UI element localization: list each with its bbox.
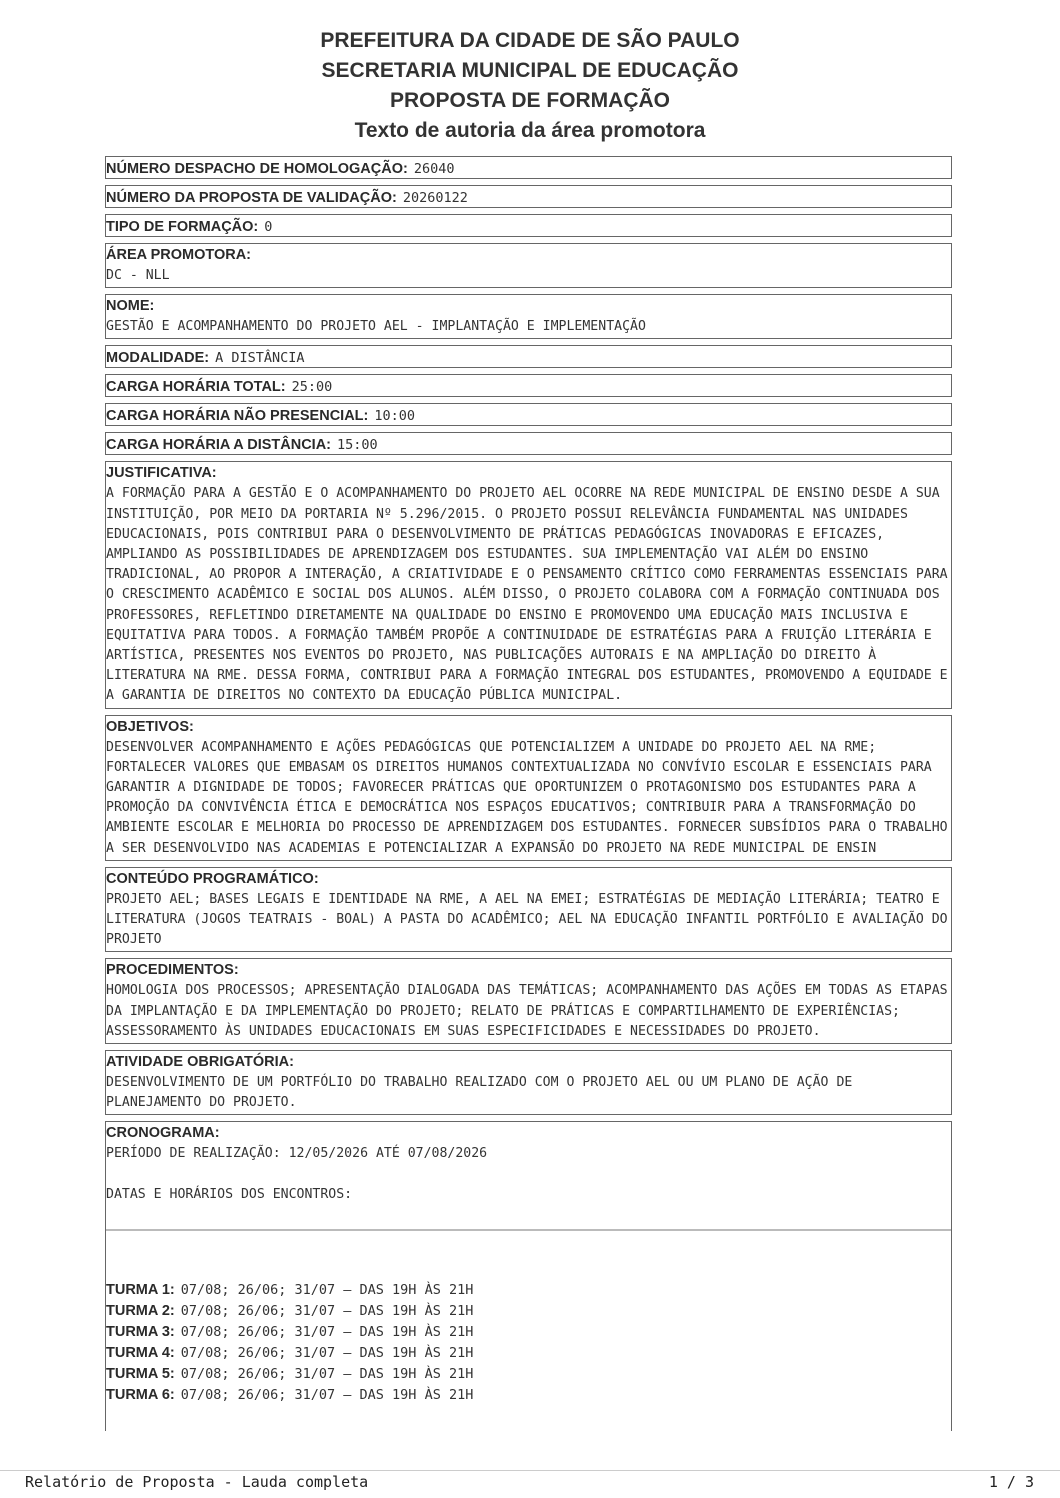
- page-number: 1 / 3: [988, 1473, 1034, 1491]
- divider: [106, 1229, 951, 1231]
- turma-row: [106, 1342, 951, 1363]
- cronograma-label: CRONOGRAMA:: [106, 1125, 220, 1142]
- field-carga-nao-presencial: [105, 403, 952, 426]
- field-objetivos: [105, 715, 956, 861]
- turma-row: [106, 1363, 951, 1384]
- tipo-value: 0: [264, 219, 273, 235]
- proposal-content: [105, 156, 956, 1431]
- footer-title: Relatório de Proposta - Lauda completa: [25, 1473, 369, 1491]
- field-procedimentos: [105, 958, 956, 1044]
- turma-value: 07/08; 26/06; 31/07 — DAS 19H ÀS 21H: [180, 1344, 474, 1361]
- despacho-value: 26040: [413, 161, 455, 177]
- field-nome: [105, 294, 952, 339]
- turma-row: [106, 1300, 951, 1321]
- header-secretaria: SECRETARIA MUNICIPAL DE EDUCAÇÃO: [321, 59, 739, 82]
- modalidade-label: MODALIDADE:: [106, 350, 210, 367]
- turma-label: TURMA 5:: [106, 1365, 175, 1382]
- carga-distancia-value: 15:00: [337, 437, 378, 454]
- field-conteudo: [105, 867, 956, 953]
- area-value: DC - NLL: [106, 268, 170, 283]
- justificativa-label: JUSTIFICATIVA:: [106, 465, 217, 482]
- field-tipo: [105, 214, 952, 237]
- turma-label: TURMA 2:: [106, 1302, 175, 1319]
- despacho-label: NÚMERO DESPACHO DE HOMOLOGAÇÃO:: [106, 161, 408, 177]
- turma-value: 07/08; 26/06; 31/07 — DAS 19H ÀS 21H: [180, 1281, 474, 1298]
- nome-value: GESTÃO E ACOMPANHAMENTO DO PROJETO AEL - IMPLANTAÇÃO E IMPLEMENTAÇÃO: [106, 319, 646, 335]
- procedimentos-label: PROCEDIMENTOS:: [106, 962, 239, 979]
- conteudo-value: PROJETO AEL; BASES LEGAIS E IDENTIDADE NA RME, A AEL NA EMEI; ESTRATÉGIAS DE MEDIAÇÃO LITERÁRIA; TEATRO E LITERATURA (JOGOS TEATRAIS - BOAL) A PASTA DO ACADÊMICO; AEL NA EDUCAÇÃO INFANTIL PORTFÓLIO E AVALIAÇÃO DO PROJETO: [106, 891, 956, 948]
- turma-label: TURMA 3:: [106, 1323, 175, 1340]
- header-subtitle: Texto de autoria da área promotora: [354, 119, 706, 142]
- periodo-realizacao: PERÍODO DE REALIZAÇÃO: 12/05/2026 ATÉ 07/08/2026: [106, 1146, 488, 1162]
- field-carga-total: [105, 374, 952, 397]
- carga-nao-presencial-value: 10:00: [374, 408, 415, 425]
- header-proposta: PROPOSTA DE FORMAÇÃO: [389, 89, 670, 112]
- turma-row: [106, 1321, 951, 1342]
- objetivos-label: OBJETIVOS:: [106, 718, 194, 735]
- carga-nao-presencial-label: CARGA HORÁRIA NÃO PRESENCIAL:: [106, 408, 369, 425]
- turma-value: 07/08; 26/06; 31/07 — DAS 19H ÀS 21H: [180, 1302, 474, 1319]
- tipo-label: TIPO DE FORMAÇÃO:: [106, 219, 259, 235]
- field-proposta: [105, 185, 952, 208]
- turma-row: [106, 1384, 951, 1405]
- turma-value: 07/08; 26/06; 31/07 — DAS 19H ÀS 21H: [180, 1386, 474, 1403]
- proposta-value: 20260122: [402, 190, 468, 206]
- datas-horarios-label: DATAS E HORÁRIOS DOS ENCONTROS:: [106, 1186, 353, 1202]
- atividade-value: DESENVOLVIMENTO DE UM PORTFÓLIO DO TRABALHO REALIZADO COM O PROJETO AEL OU UM PLANO DE AÇÃO DE PLANEJAMENTO DO PROJETO.: [106, 1075, 861, 1111]
- justificativa-value: A FORMAÇÃO PARA A GESTÃO E O ACOMPANHAMENTO DO PROJETO AEL OCORRE NA REDE MUNICIPAL DE ENSINO DESDE A SUA INSTITUIÇÃO, POR MEIO DA PORTARIA Nº 5.296/2015. O PROJETO POSSUI RELEVÂNCIA FUNDAMENTAL NAS UNIDADES EDUCACIONAIS, POIS CONTRIBUI PARA O DESENVOLVIMENTO DE PRÁTICAS PEDAGÓGICAS INOVADORAS E EFICAZES, AMPLIANDO AS POSSIBILIDADES DE APRENDIZAGEM DOS ESTUDANTES. SUA IMPLEMENTAÇÃO VAI ALÉM DO ENSINO TRADICIONAL, AO PROPOR A INTERAÇÃO, A CRIATIVIDADE E O PENSAMENTO CRÍTICO COMO FERRAMENTAS ESSENCIAIS PARA O CRESCIMENTO ACADÊMICO E SOCIAL DOS ALUNOS. ALÉM DISSO, O PROJETO COLABORA COM A FORMAÇÃO CONTINUADA DOS PROFESSORES, REFLETINDO DIRETAMENTE NA QUALIDADE DO ENSINO E PROMOVENDO UMA EDUCAÇÃO MAIS INCLUSIVA E EQUITATIVA PARA TODOS. A FORMAÇÃO TAMBÉM PROPÕE A CONTINUIDADE DE ESTRATÉGIAS PARA A FRUIÇÃO LITERÁRIA E ARTÍSTICA, PRESENTES NOS EVENTOS DO PROJETO, NAS PUBLICAÇÕES AUTORAIS E NA AMPLIAÇÃO DO DIREITO À LITERATURA NA RME. DESSA FORMA, CONTRIBUI PARA A FORMAÇÃO INTEGRAL DOS ESTUDANTES, PROMOVENDO A EQUIDADE E A GARANTIA DE DIREITOS NO CONTEXTO DA EDUCAÇÃO PÚBLICA MUNICIPAL.: [106, 486, 956, 704]
- document-header: [0, 26, 1060, 146]
- field-atividade: [105, 1050, 952, 1115]
- turma-label: TURMA 6:: [106, 1386, 175, 1403]
- field-area: [105, 243, 952, 288]
- carga-distancia-label: CARGA HORÁRIA A DISTÂNCIA:: [106, 437, 332, 454]
- field-cronograma: [105, 1121, 952, 1431]
- turma-label: TURMA 1:: [106, 1281, 175, 1298]
- field-modalidade: [105, 345, 952, 368]
- carga-total-value: 25:00: [291, 379, 333, 396]
- turma-value: 07/08; 26/06; 31/07 — DAS 19H ÀS 21H: [180, 1365, 474, 1382]
- field-justificativa: [105, 461, 956, 708]
- turmas-list: [106, 1279, 951, 1405]
- objetivos-value: DESENVOLVER ACOMPANHAMENTO E AÇÕES PEDAGÓGICAS QUE POTENCIALIZEM A UNIDADE DO PROJETO AEL NA RME; FORTALECER VALORES QUE EMBASAM OS DIREITOS HUMANOS CONTEXTUALIZADA NO CONVÍVIO ESCOLAR E ESSENCIAIS PARA GARANTIR A DIGNIDADE DE TODOS; FAVORECER PRÁTICAS QUE OPORTUNIZEM O PROTAGONISMO DOS ESTUDANTES PARA A PROMOÇÃO DA CONVIVÊNCIA ÉTICA E DEMOCRÁTICA NOS ESPAÇOS EDUCATIVOS; CONTRIBUIR PARA A TRANSFORMAÇÃO DO AMBIENTE ESCOLAR E MELHORIA DO PROCESSO DE APRENDIZAGEM DOS ESTUDANTES. FORNECER SUBSÍDIOS PARA O TRABALHO A SER DESENVOLVIDO NAS ACADEMIAS E POTENCIALIZAR A EXPANSÃO DO PROJETO NA REDE MUNICIPAL DE ENSIN: [106, 739, 956, 856]
- field-carga-distancia: [105, 432, 952, 455]
- carga-total-label: CARGA HORÁRIA TOTAL:: [106, 379, 286, 396]
- field-despacho: [105, 156, 952, 179]
- header-prefeitura: PREFEITURA DA CIDADE DE SÃO PAULO: [320, 29, 740, 52]
- modalidade-value: A DISTÂNCIA: [215, 350, 305, 367]
- turma-label: TURMA 4:: [106, 1344, 175, 1361]
- conteudo-label: CONTEÚDO PROGRAMÁTICO:: [106, 870, 319, 887]
- nome-label: NOME:: [106, 298, 155, 315]
- atividade-label: ATIVIDADE OBRIGATÓRIA:: [106, 1054, 294, 1071]
- turma-row: [106, 1279, 951, 1300]
- procedimentos-value: HOMOLOGIA DOS PROCESSOS; APRESENTAÇÃO DIALOGADA DAS TEMÁTICAS; ACOMPANHAMENTO DAS AÇÕES EM TODAS AS ETAPAS DA IMPLANTAÇÃO E DA IMPLEMENTAÇÃO DO PROJETO; RELATO DE PRÁTICAS E COMPARTILHAMENTO DE EXPERIÊNCIAS; ASSESSORAMENTO ÀS UNIDADES EDUCACIONAIS EM SUAS ESPECIFICIDADES E NECESSIDADES DO PROJETO.: [106, 983, 956, 1039]
- proposta-label: NÚMERO DA PROPOSTA DE VALIDAÇÃO:: [106, 190, 397, 206]
- turma-value: 07/08; 26/06; 31/07 — DAS 19H ÀS 21H: [180, 1323, 474, 1340]
- page-footer: [0, 1470, 1060, 1498]
- area-label: ÁREA PROMOTORA:: [106, 247, 251, 263]
- spacer: [106, 1165, 951, 1185]
